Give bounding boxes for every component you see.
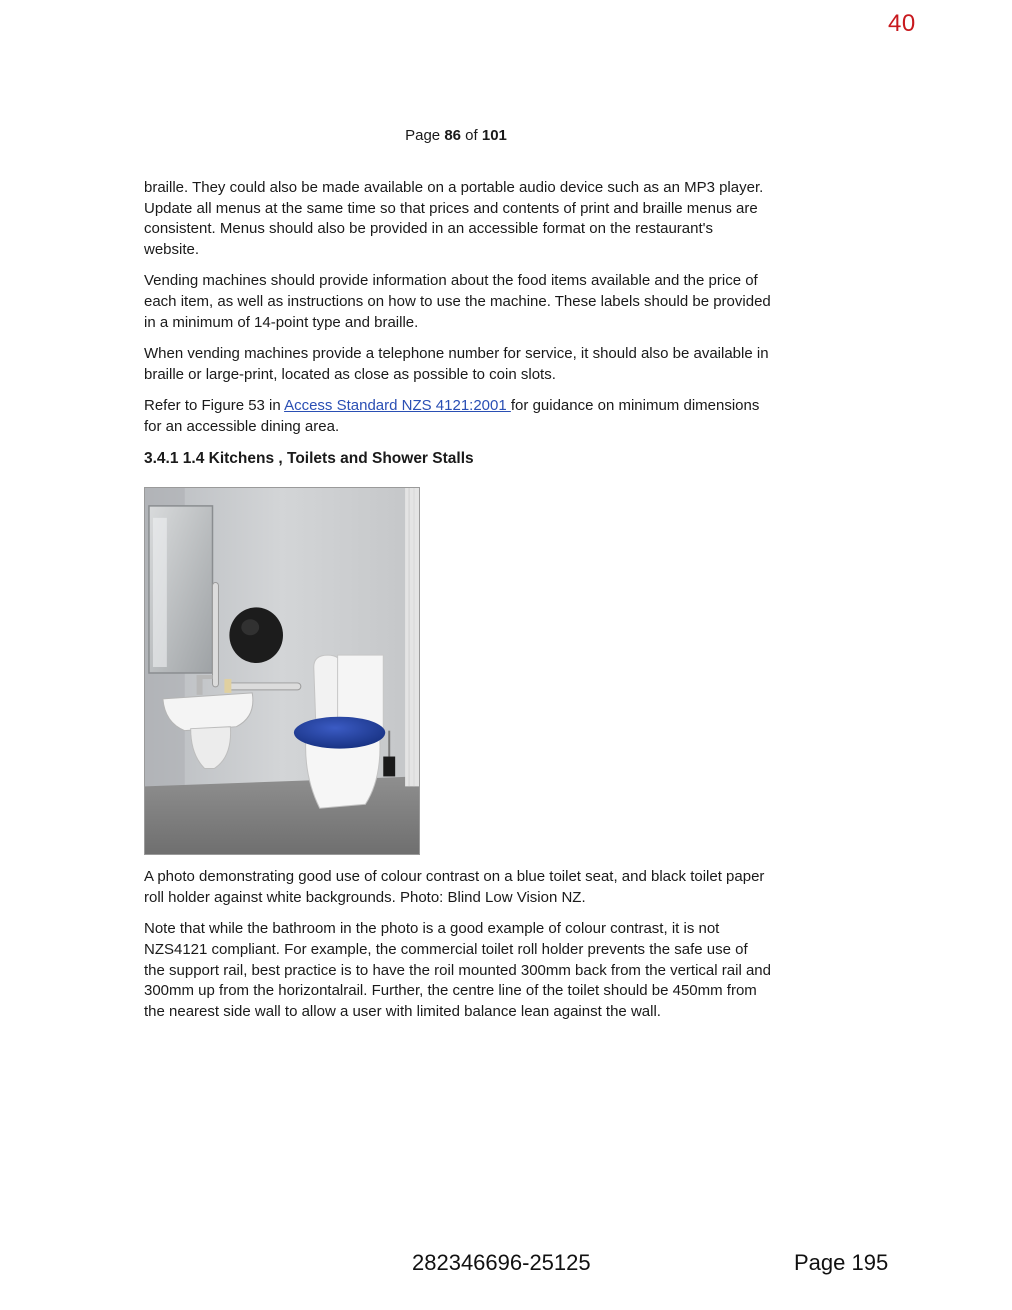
paragraph-menus: braille. They could also be made available on a portable audio device such as an MP3 player. Update all menus at the same time so that prices and contents of print and braille menus are consistent. Menus should also be provided in an accessible format on the restaurant's website.: [144, 179, 764, 258]
footer-document-id: 282346696-25125: [412, 1250, 591, 1275]
footer-page-number: Page 195: [794, 1250, 889, 1275]
bathroom-photo: [144, 487, 420, 855]
basin-shape: [163, 693, 253, 731]
blue-toilet-seat: [294, 717, 385, 749]
vertical-grab-rail: [213, 583, 219, 687]
page-header-prefix: Page: [405, 127, 445, 144]
reference-text-before: Refer to Figure 53 in: [144, 397, 285, 415]
page-header: [0, 127, 912, 144]
page-header-current: 86: [444, 127, 461, 144]
toilet-roll-holder: [229, 607, 283, 663]
paragraph-vending-phone: When vending machines provide a telephone number for service, it should also be available in braille or large-print, located as close as possible to coin slots.: [144, 345, 769, 383]
document-body: [144, 178, 772, 1033]
shower-curtain: [405, 488, 419, 786]
reference-text-after: for guidance on minimum dimensions for an accessible dining area.: [144, 397, 760, 435]
page-stamp-number: 40: [888, 10, 916, 37]
floor-shape: [145, 777, 419, 855]
soap-bottle: [224, 679, 231, 693]
page-header-total: 101: [481, 127, 507, 144]
toilet-brush: [383, 757, 395, 777]
paragraph-compliance-note: Note that while the bathroom in the photo is a good example of colour contrast, it is not NZS4121 compliant. For example, the commercial toilet roll holder prevents the safe use of the support rail, best practice is to have the roil mounted 300mm back from the vertical rail and 300mm up from the horizontalrail. Further, the centre line of the toilet should be 450mm from the nearest side wall to allow a user with limited balance lean against the wall.: [144, 920, 771, 1020]
page-header-middle: of: [461, 127, 482, 144]
photo-caption: A photo demonstrating good use of colour contrast on a blue toilet seat, and black toilet paper roll holder against white backgrounds. Photo: Blind Low Vision NZ.: [144, 868, 765, 906]
paragraph-vending-labels: Vending machines should provide information about the food items available and the price of each item, as well as instructions on how to use the machine. These labels should be provided in a minimum of 14-point type and braille.: [144, 272, 771, 331]
horizontal-grab-rail: [226, 683, 300, 690]
paragraph-figure-reference: [144, 396, 772, 437]
section-heading: 3.4.1 1.4 Kitchens , Toilets and Shower Stalls: [144, 449, 474, 467]
access-standard-link[interactable]: Access Standard NZS 4121:2001: [284, 397, 511, 415]
